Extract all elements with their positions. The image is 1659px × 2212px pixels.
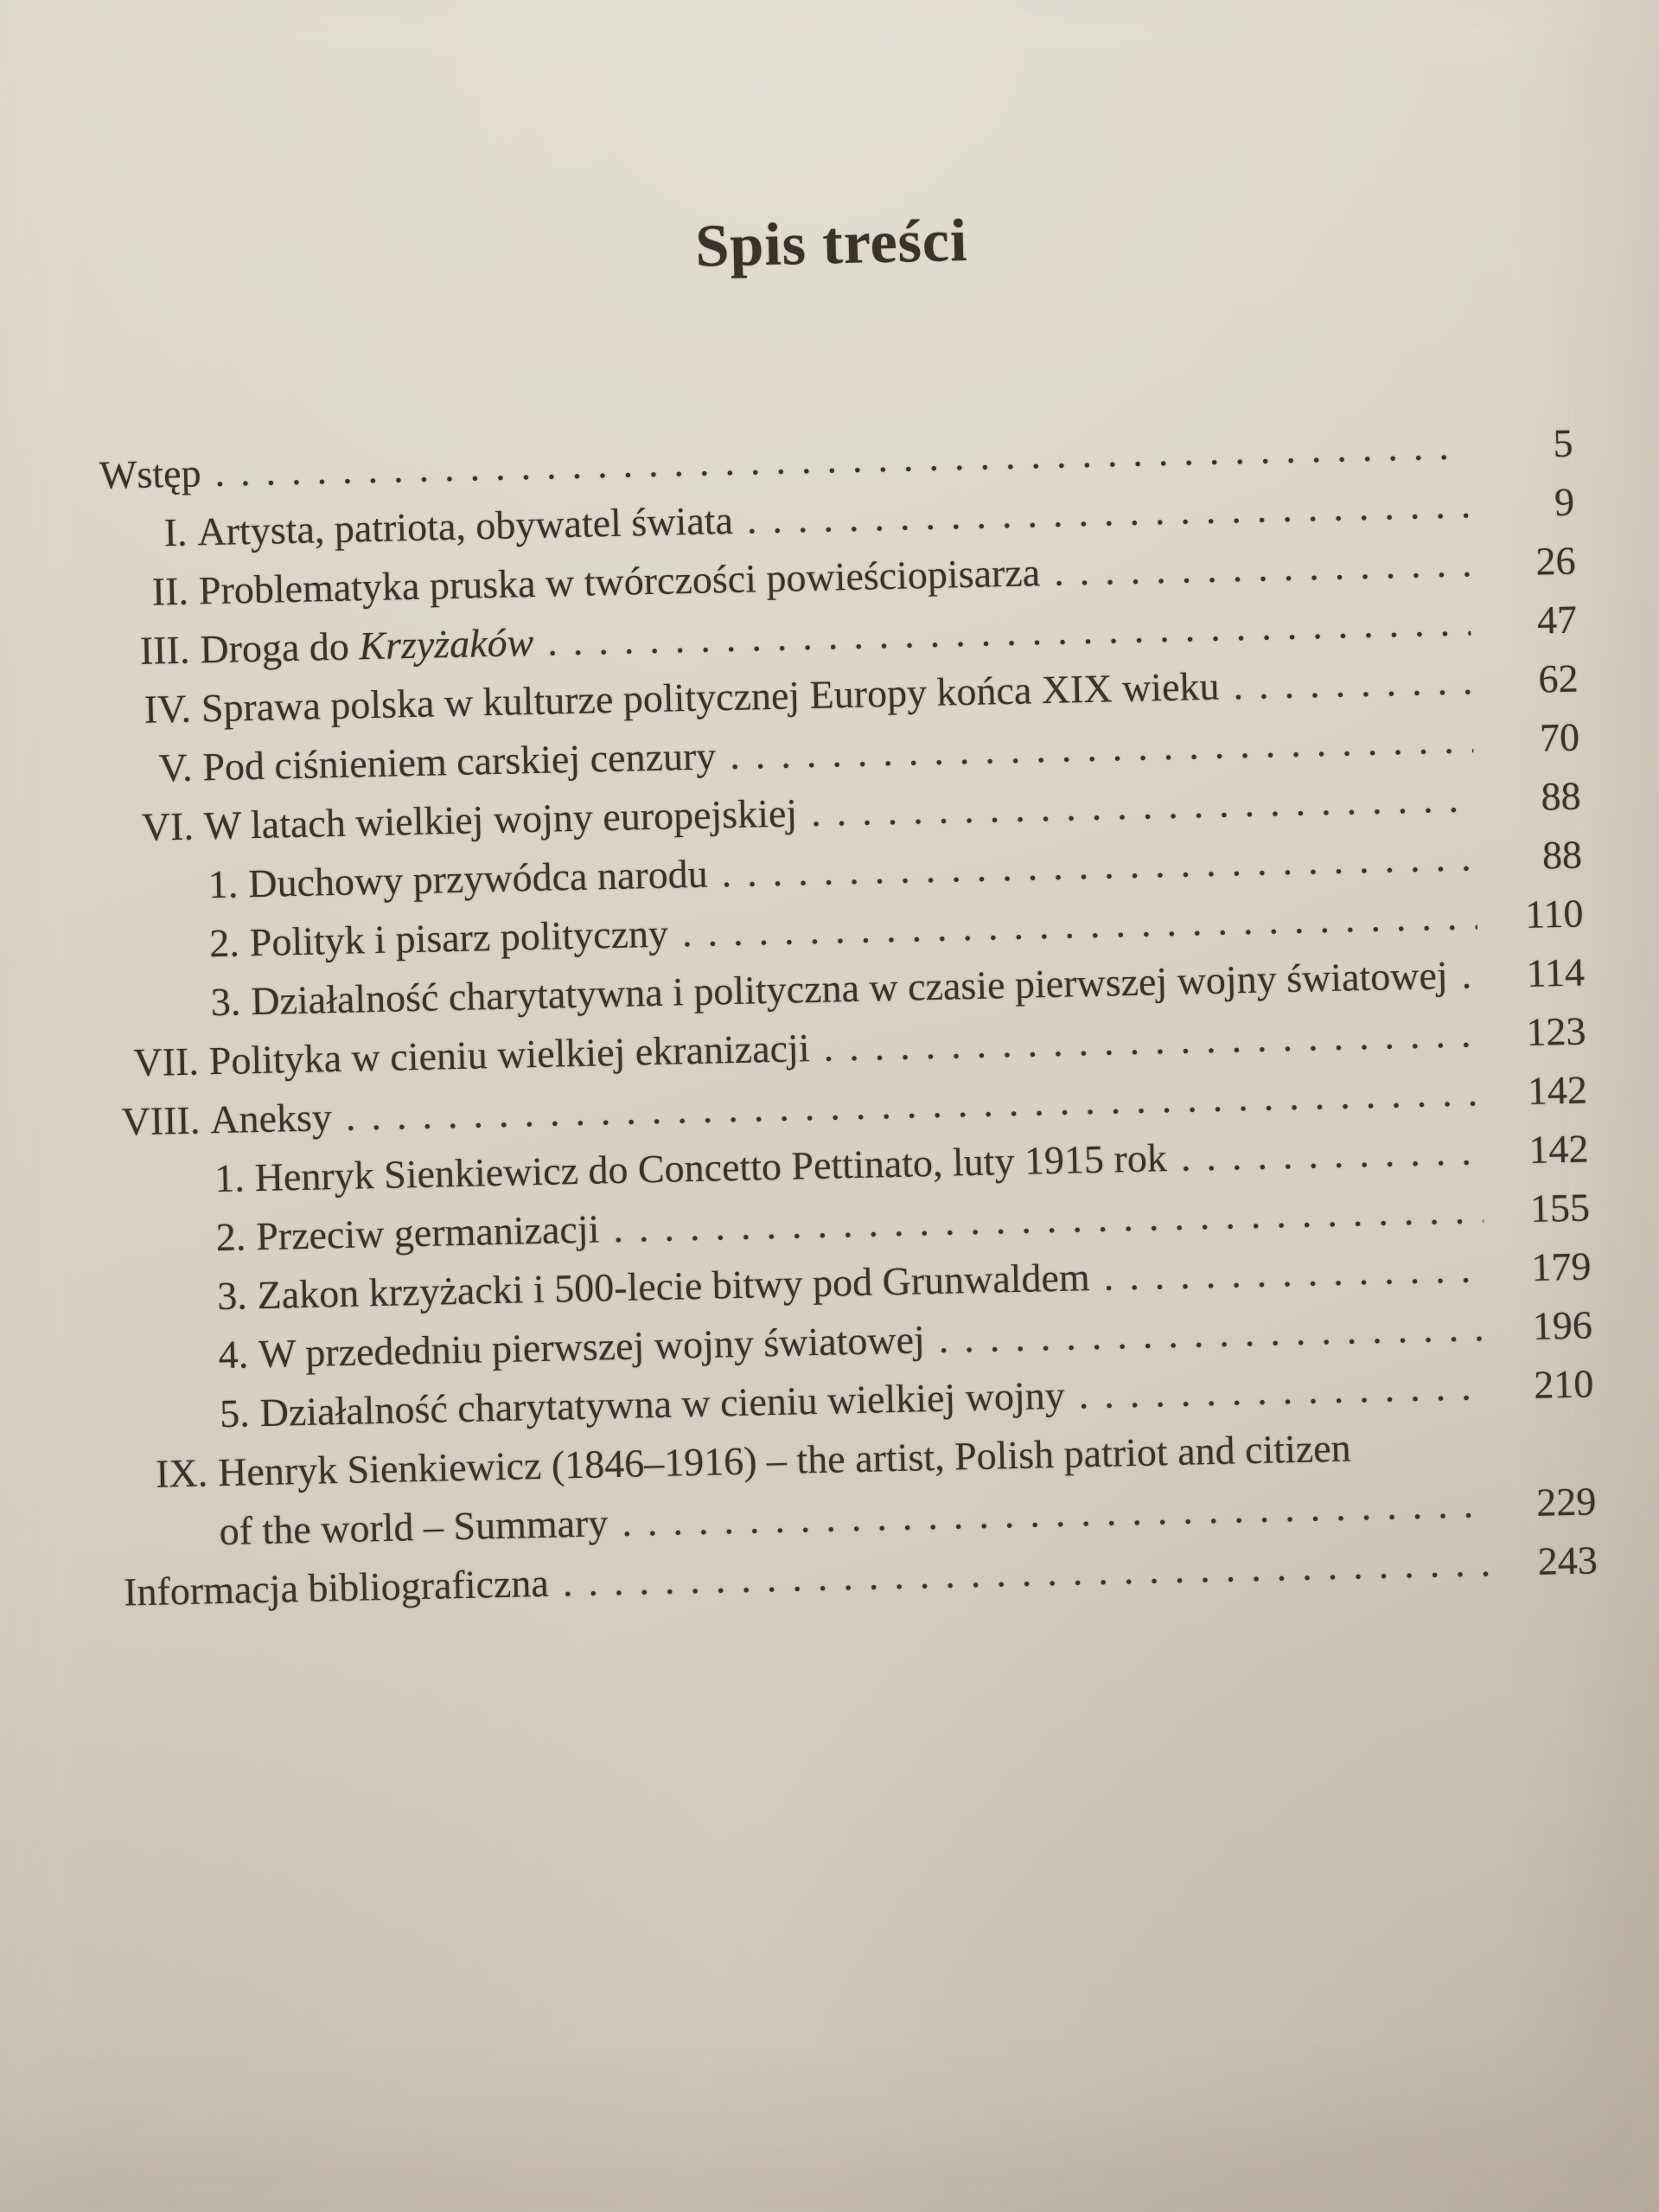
toc-row-page: 110 — [1524, 891, 1585, 937]
toc-row-title: Aneksy — [209, 1095, 333, 1142]
toc-row-title: Sprawa polska w kulturze politycznej Europy końca XIX wieku — [201, 663, 1220, 731]
toc-row-number: I. — [163, 509, 188, 555]
toc-row-page: 155 — [1529, 1185, 1591, 1231]
page-title: Spis treści — [694, 207, 969, 280]
toc-row-page: 9 — [1554, 479, 1575, 525]
toc-row-number: IV. — [144, 686, 192, 732]
toc-row-title: Zakon krzyżacki i 500-lecie bitwy pod Grunwaldem — [257, 1255, 1091, 1318]
toc-row-page: 229 — [1535, 1479, 1597, 1525]
toc-row-title: of the world – Summary — [219, 1500, 609, 1554]
toc-row-number: 3. — [216, 1273, 248, 1319]
toc-row-number: VII. — [132, 1039, 200, 1085]
toc-row-title: Henryk Sienkiewicz (1846–1916) – the artist, Polish patriot and citizen — [217, 1425, 1352, 1495]
toc-row-number: V. — [158, 745, 193, 790]
toc-row-page: 243 — [1537, 1538, 1598, 1583]
toc-row-number: 2. — [208, 920, 240, 966]
toc-row-number: 1. — [214, 1155, 246, 1201]
toc-row-title: Polityka w cieniu wielkiej ekranizacji — [208, 1026, 811, 1084]
toc-row-number: 5. — [219, 1390, 251, 1436]
dot-leader — [1103, 1239, 1485, 1307]
toc-row-title: Duchowy przywódca narodu — [247, 851, 709, 906]
toc-row-title: Polityk i pisarz polityczny — [249, 911, 669, 965]
toc-row-number: 3. — [210, 979, 241, 1025]
toc-row-title: W przededniu pierwszej wojny światowej — [258, 1317, 926, 1377]
toc-row-page: 88 — [1540, 773, 1582, 819]
dot-leader — [1461, 945, 1479, 1004]
toc-row-number: 1. — [207, 861, 239, 907]
toc-row-number: II. — [151, 568, 189, 614]
dot-leader — [1180, 1122, 1483, 1187]
toc-row-page: 114 — [1526, 949, 1586, 995]
toc-row-title: Przeciw germanizacji — [255, 1206, 600, 1259]
toc-row-title-italic: Krzyżaków — [358, 619, 534, 668]
toc-row-page: 142 — [1527, 1067, 1588, 1113]
toc-row-page: 123 — [1525, 1008, 1586, 1055]
toc-row-title: Henryk Sienkiewicz do Concetto Pettinato, luty 1915 rok — [254, 1135, 1168, 1200]
toc-row-page: 210 — [1533, 1361, 1594, 1407]
toc-row-title: Pod ciśnieniem carskiej cenzury — [201, 733, 717, 790]
toc-row-title: Wstęp — [99, 451, 202, 497]
toc-row-page: 179 — [1530, 1243, 1592, 1289]
toc-row-title: Działalność charytatywna w cieniu wielkiej wojny — [259, 1372, 1066, 1435]
toc-row-number: IX. — [155, 1450, 208, 1496]
toc-row-title: Artysta, patriota, obywatel świata — [196, 497, 734, 554]
toc-row-title: Działalność charytatywna i polityczna w czasie pierwszej wojny światowej — [250, 952, 1449, 1024]
dot-leader — [1078, 1357, 1488, 1424]
toc-row-number: 2. — [215, 1214, 246, 1260]
toc-row-page: 5 — [1553, 420, 1574, 466]
dot-leader — [1233, 651, 1473, 715]
dot-leader — [1053, 534, 1470, 601]
toc-row-title: Informacja bibliograficzna — [123, 1560, 550, 1614]
toc-row-number — [123, 1544, 220, 1546]
toc-row-page: 142 — [1528, 1126, 1589, 1172]
toc-row-page: 26 — [1535, 538, 1577, 584]
toc-row-page: 62 — [1537, 655, 1579, 701]
toc-row-number: VIII. — [121, 1097, 201, 1144]
toc-row-title: W latach wielkiej wojny europejskiej — [203, 790, 798, 848]
toc-row-number: 4. — [218, 1332, 249, 1378]
toc-row-number: III. — [139, 627, 190, 673]
toc-row-page: 47 — [1536, 597, 1578, 643]
toc-row-number: VI. — [141, 803, 195, 849]
book-page-photo — [89, 0, 1598, 1622]
toc-row-page: 196 — [1532, 1302, 1593, 1348]
toc-row-title: Problematyka pruska w twórczości powieściopisarza — [198, 550, 1041, 613]
toc-row-title: Droga do Krzyżaków — [199, 619, 534, 672]
toc-row-page: 88 — [1541, 832, 1583, 878]
toc-list — [99, 414, 1598, 1622]
toc-row-page: 70 — [1539, 714, 1580, 760]
